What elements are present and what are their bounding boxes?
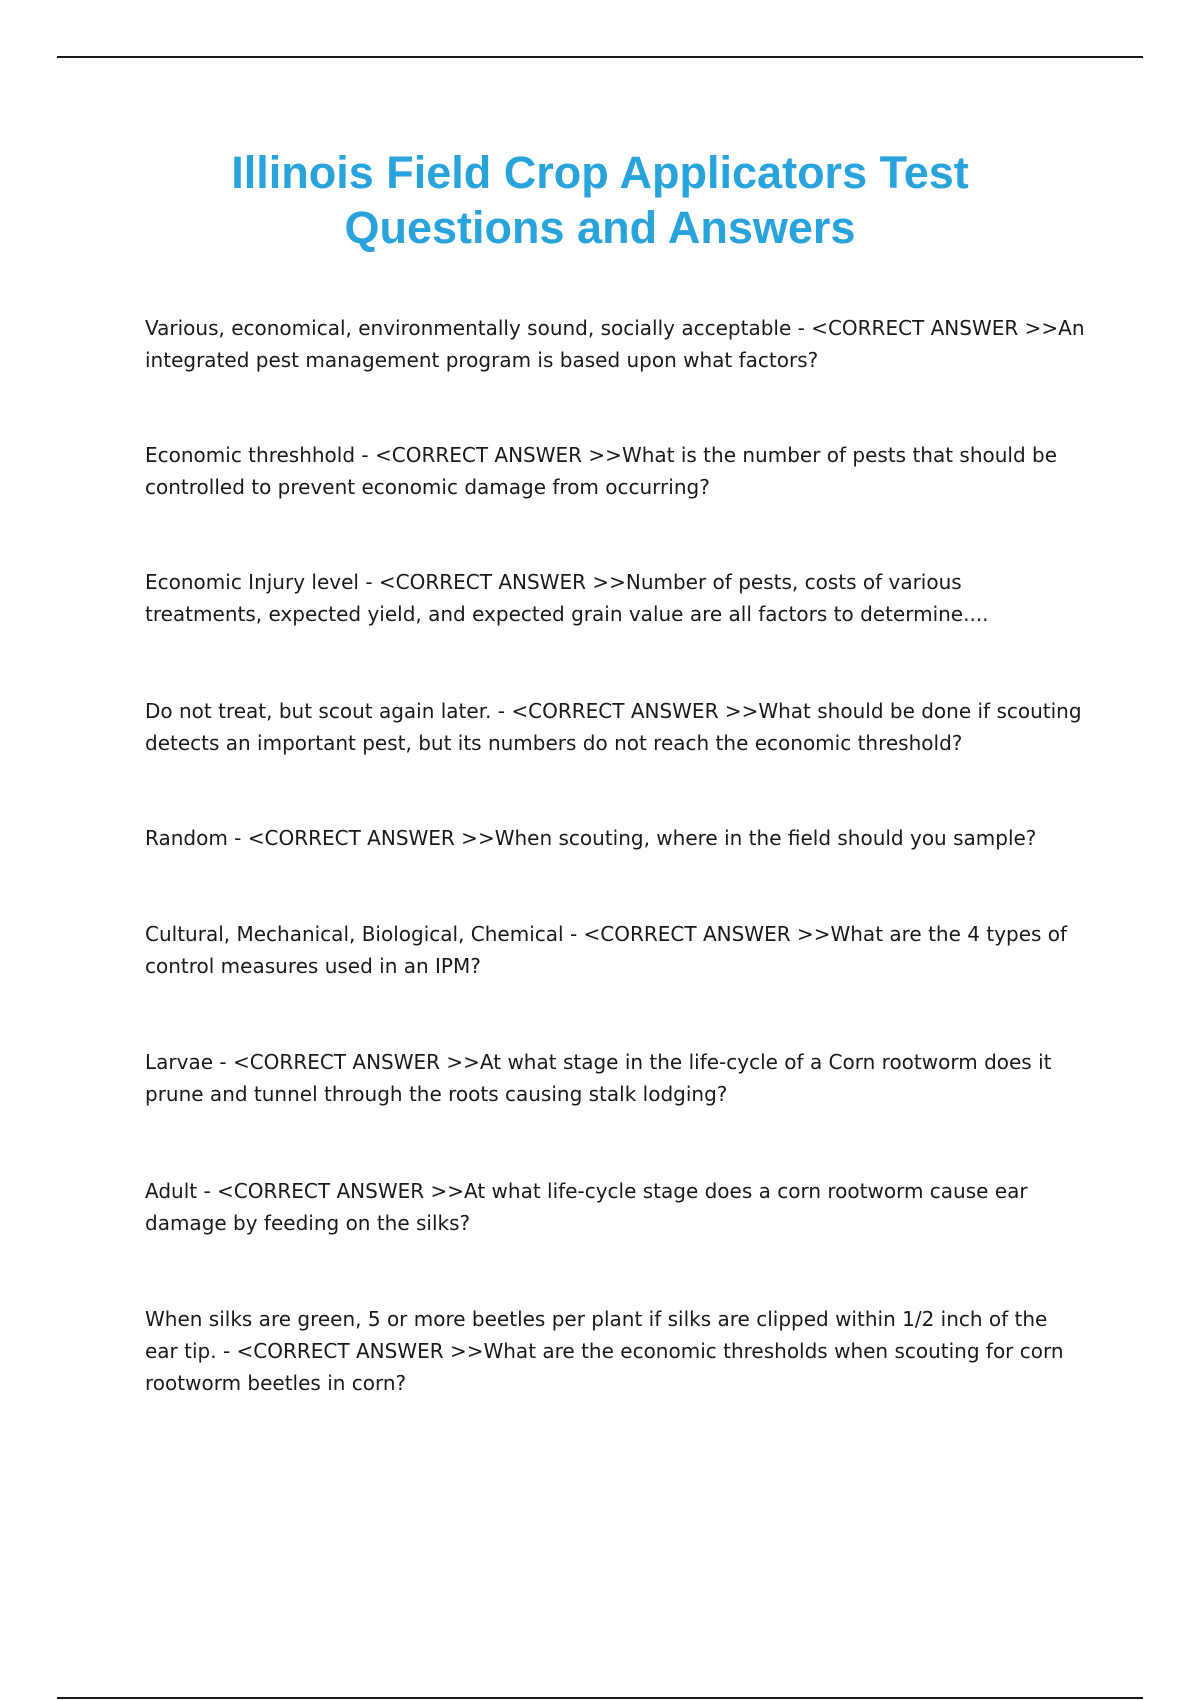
qa-item (145, 918, 1085, 982)
title-line-2: Questions and Answers (344, 202, 856, 253)
bottom-rule (57, 1697, 1143, 1699)
question-text: At what life-cycle stage does a corn rootworm cause ear damage by feeding on the silks? (145, 1179, 1028, 1235)
answer-separator: - <CORRECT ANSWER >> (213, 1050, 480, 1074)
answer-separator: - <CORRECT ANSWER >> (227, 826, 495, 850)
answer-separator: - <CORRECT ANSWER >> (355, 443, 622, 467)
qa-item (145, 1175, 1085, 1239)
answer-text: Economic threshhold (145, 443, 356, 467)
qa-item (145, 566, 1085, 630)
answer-separator: - <CORRECT ANSWER >> (216, 1339, 484, 1363)
answer-separator: - <CORRECT ANSWER >> (563, 922, 831, 946)
question-text: What should be done if scouting detects an important pest, but its numbers do not reach the economic threshold? (145, 699, 1082, 755)
answer-text: Cultural, Mechanical, Biological, Chemical (145, 922, 564, 946)
qa-item (145, 1303, 1085, 1399)
question-text: When scouting, where in the field should you sample? (494, 826, 1037, 850)
answer-separator: - <CORRECT ANSWER >> (197, 1179, 464, 1203)
answer-text: Various, economical, environmentally sound, socially acceptable (145, 316, 792, 340)
answer-text: When silks are green, 5 or more beetles per plant if silks are clipped within 1/2 inch of the ear tip. (145, 1307, 1048, 1363)
answer-text: Larvae (145, 1050, 214, 1074)
question-text: At what stage in the life-cycle of a Corn rootworm does it prune and tunnel through the roots causing stalk lodging? (145, 1050, 1052, 1106)
qa-item (145, 439, 1085, 503)
qa-item (145, 1046, 1085, 1110)
document-title (100, 145, 1100, 255)
answer-text: Economic Injury level (145, 570, 359, 594)
question-text: What is the number of pests that should be controlled to prevent economic damage from occurring? (145, 443, 1058, 499)
top-rule (57, 56, 1143, 58)
question-text: An integrated pest management program is based upon what factors? (145, 316, 1085, 372)
answer-text: Random (145, 826, 228, 850)
question-text: What are the economic thresholds when scouting for corn rootworm beetles in corn? (145, 1339, 1064, 1395)
answer-separator: - <CORRECT ANSWER >> (791, 316, 1059, 340)
qa-item (145, 695, 1085, 759)
answer-separator: - <CORRECT ANSWER >> (358, 570, 626, 594)
question-text: Number of pests, costs of various treatments, expected yield, and expected grain value are all factors to determine.... (145, 570, 989, 626)
title-line-1: Illinois Field Crop Applicators Test (231, 147, 969, 198)
answer-text: Adult (145, 1179, 198, 1203)
answer-text: Do not treat, but scout again later. (145, 699, 492, 723)
qa-item (145, 822, 1085, 854)
question-text: What are the 4 types of control measures used in an IPM? (145, 922, 1068, 978)
answer-separator: - <CORRECT ANSWER >> (491, 699, 759, 723)
qa-item (145, 312, 1085, 376)
